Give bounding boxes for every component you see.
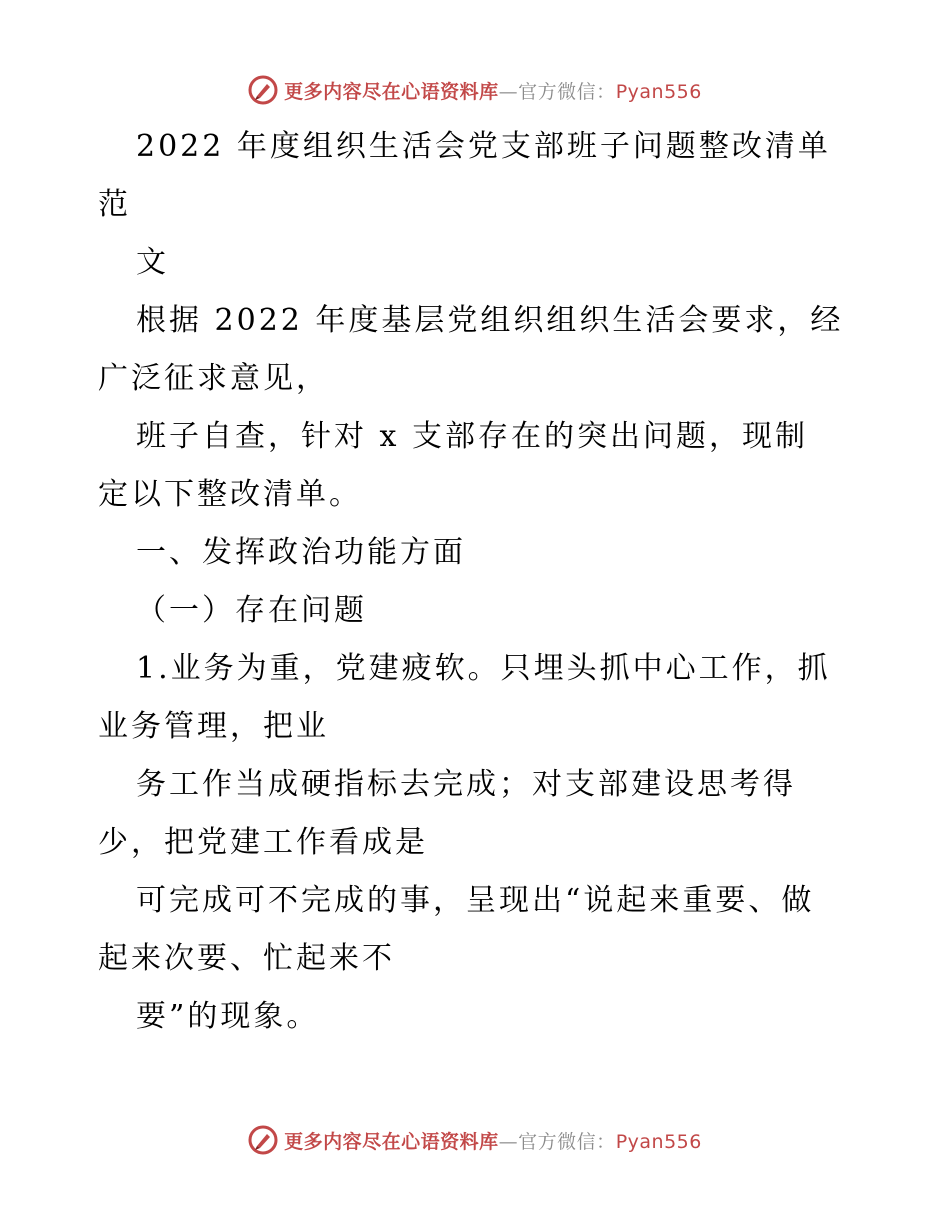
- doc-paragraph-line: 定以下整改清单。: [98, 477, 362, 512]
- doc-paragraph-line: 务工作当成硬指标去完成；对支部建设思考得: [136, 767, 796, 802]
- watermark-main: 更多内容尽在心语资料库: [284, 80, 499, 103]
- doc-paragraph-line: 广泛征求意见，: [98, 361, 329, 396]
- watermark-separator: —: [498, 1130, 519, 1153]
- watermark-text: [284, 1127, 702, 1154]
- watermark-label: 官方微信：: [518, 1130, 616, 1153]
- doc-paragraph-line: 班子自查，针对 x 支部存在的突出问题，现制: [136, 419, 808, 454]
- doc-paragraph-line: 1.业务为重，党建疲软。只埋头抓中心工作，抓: [136, 651, 831, 686]
- doc-paragraph-line: 可完成可不完成的事，呈现出“说起来重要、做: [136, 883, 815, 918]
- watermark-id: Pyan556: [615, 80, 702, 103]
- watermark-id: Pyan556: [615, 1130, 702, 1153]
- pen-logo-icon: [248, 1125, 278, 1155]
- header-watermark: [0, 70, 950, 110]
- doc-subsection-heading: （一）存在问题: [136, 593, 367, 628]
- footer-watermark: [0, 1120, 950, 1160]
- watermark-main: 更多内容尽在心语资料库: [284, 1130, 499, 1153]
- watermark-text: [284, 77, 702, 104]
- doc-paragraph-line: 根据 2022 年度基层党组织组织生活会要求，经: [136, 303, 844, 338]
- watermark-separator: —: [498, 80, 519, 103]
- doc-paragraph-line: 少，把党建工作看成是: [98, 825, 428, 860]
- doc-paragraph-line: 要”的现象。: [136, 999, 320, 1034]
- watermark-label: 官方微信：: [518, 80, 616, 103]
- document-body: [98, 118, 858, 1046]
- pen-logo-icon: [248, 75, 278, 105]
- doc-section-heading: 一、发挥政治功能方面: [136, 535, 466, 570]
- doc-paragraph-line: 起来次要、忙起来不: [98, 941, 395, 976]
- doc-paragraph-line: 业务管理，把业: [98, 709, 329, 744]
- doc-title-line-1: 2022 年度组织生活会党支部班子问题整改清单: [136, 129, 831, 164]
- doc-title-line-2: 范: [98, 187, 131, 222]
- doc-title-line-3: 文: [136, 245, 169, 280]
